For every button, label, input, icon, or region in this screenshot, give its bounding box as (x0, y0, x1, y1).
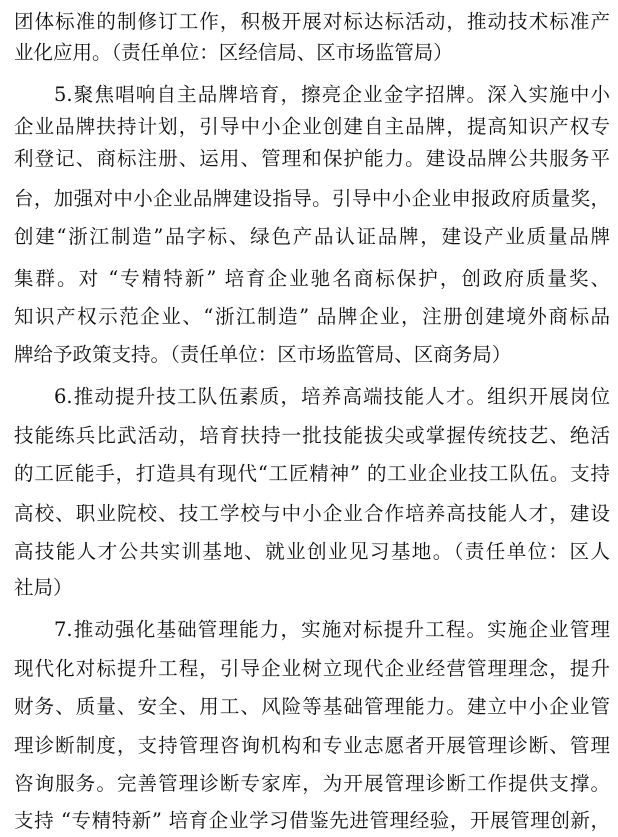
text-line: 高校、职业院校、技工学校与中小企业合作培养高技能人才，建设 (14, 502, 610, 525)
text-line: 理诊断制度，支持管理咨询机构和专业志愿者开展管理诊断、管理 (14, 734, 610, 757)
text-line: 利登记、商标注册、运用、管理和保护能力。建设品牌公共服务平 (14, 147, 610, 170)
text-line: 业化应用。（责任单位：区经信局、区市场监管局） (14, 41, 453, 64)
text-line: 知识产权示范企业、“浙江制造” 品牌企业，注册创建境外商标品 (14, 305, 610, 328)
section-heading: 5.聚焦唱响自主品牌培育，擦亮企业金字招牌。深入实施中小 (54, 83, 610, 106)
text-line: 咨询服务。完善管理诊断专家库，为开展管理诊断工作提供支撑。 (14, 772, 610, 795)
text-line: 牌给予政策支持。（责任单位：区市场监管局、区商务局） (14, 343, 512, 366)
text-line: 企业品牌扶持计划，引导中小企业创建自主品牌，提高知识产权专 (14, 115, 610, 138)
text-line: 高技能人才公共实训基地、就业创业见习基地。（责任单位：区人 (14, 540, 610, 563)
text-line: 创建“浙江制造”品字标、绿色产品认证品牌，建设产业质量品牌 (14, 225, 610, 248)
section-heading: 6.推动提升技工队伍素质，培养高端技能人才。组织开展岗位 (54, 385, 610, 408)
text-line: 现代化对标提升工程，引导企业树立现代企业经营管理理念，提升 (14, 657, 610, 680)
section-heading: 7.推动强化基础管理能力，实施对标提升工程。实施企业管理 (54, 618, 610, 641)
text-line: 社局） (14, 576, 73, 599)
text-line: 财务、质量、安全、用工、风险等基础管理能力。建立中小企业管 (14, 695, 610, 718)
text-line: 支持 “专精特新” 培育企业学习借鉴先进管理经验，开展管理创新， (14, 809, 610, 832)
text-line: 的工匠能手，打造具有现代“工匠精神” 的工业企业技工队伍。支持 (14, 462, 610, 485)
text-line: 团体标准的制修订工作，积极开展对标达标活动，推动技术标准产 (14, 10, 610, 33)
text-line: 技能练兵比武活动，培育扶持一批技能拔尖或掌握传统技艺、绝活 (14, 424, 610, 447)
text-line: 台，加强对中小企业品牌建设指导。引导中小企业申报政府质量奖， (14, 187, 610, 210)
text-line: 集群。对 “专精特新” 培育企业驰名商标保护，创政府质量奖、 (14, 267, 610, 290)
